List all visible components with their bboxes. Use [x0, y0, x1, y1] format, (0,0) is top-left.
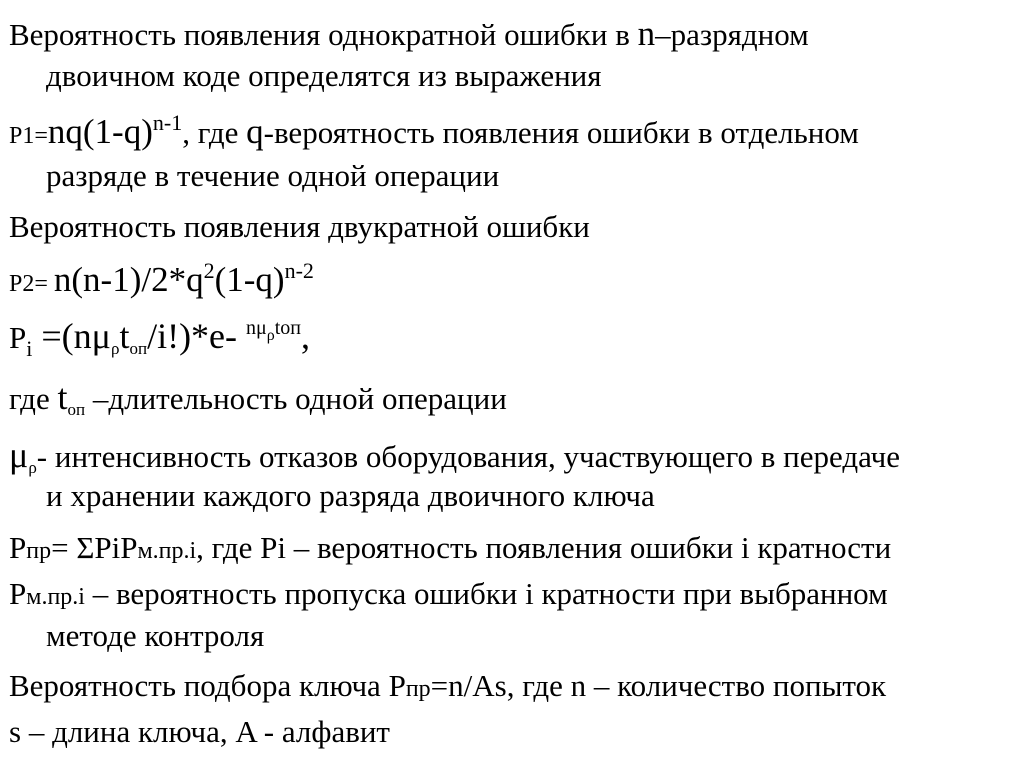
text-line-4: [46, 160, 499, 191]
text-fragment: Вероятность появления однократной ошибки в: [9, 17, 638, 52]
text-fragment: Вероятность появления двукратной ошибки: [9, 209, 590, 244]
symbol-index: пр: [26, 538, 52, 564]
variable-n: n: [637, 14, 656, 53]
formula-pi-line: [9, 316, 311, 361]
text-line-14: [9, 670, 886, 701]
symbol-p: P: [9, 576, 27, 611]
formula-exponent: ρ: [266, 327, 275, 344]
formula-exponent: n-2: [284, 258, 314, 283]
formula-pi: ,: [301, 316, 311, 356]
symbol-p: P: [9, 123, 23, 149]
formula-exponent: nμ: [246, 317, 267, 339]
symbol-equals: =: [34, 271, 54, 297]
text-fragment: разряде в течение одной операции: [46, 158, 500, 193]
symbol-index: м.пр.i: [26, 584, 85, 610]
symbol-index: оп: [67, 400, 86, 419]
text-line-5: [9, 211, 590, 242]
symbol-equals: =: [34, 123, 48, 149]
symbol-index: пр: [405, 676, 431, 702]
text-fragment: -вероятность появления ошибки в отдельном: [263, 115, 859, 150]
symbol-p: P: [9, 320, 27, 355]
symbol-index: 1: [22, 123, 35, 149]
text-line-1: [9, 16, 809, 51]
formula-p2: (1-q): [214, 260, 285, 299]
text-line-13: [46, 620, 264, 651]
text-fragment: , где Pi – вероятность появления ошибки i кратности: [196, 530, 892, 565]
text-line-10: [46, 480, 655, 511]
formula-exponent: n-1: [152, 110, 183, 135]
text-fragment: =n/As, где n – количество попыток: [430, 668, 887, 703]
text-fragment: Вероятность подбора ключа P: [9, 668, 406, 703]
text-fragment: и хранении каждого разряда двоичного ключа: [46, 478, 655, 513]
symbol-p: P: [9, 271, 23, 297]
text-line-12: [9, 578, 888, 609]
text-fragment: двоичном коде определятся из выражения: [46, 58, 602, 93]
formula-pi: /i!)*e-: [147, 316, 247, 356]
text-line-8: [9, 377, 507, 419]
formula-p2: n(n-1)/2*q: [53, 260, 204, 299]
symbol-index: 2: [22, 271, 35, 297]
text-line-11: [9, 532, 891, 563]
formula-pi: =(nμ: [32, 316, 111, 356]
variable-t: t: [57, 377, 68, 417]
text-fragment: , где: [182, 115, 247, 150]
formula-exponent: 2: [203, 258, 215, 283]
text-fragment: s – длина ключа, A - алфавит: [9, 714, 390, 749]
text-fragment: – вероятность пропуска ошибки i кратности при выбранном: [84, 576, 888, 611]
symbol-index: м.пр.i: [137, 538, 197, 564]
text-fragment: –разрядном: [655, 17, 809, 52]
text-fragment: –длительность одной операции: [85, 381, 507, 416]
symbol-index: ρ: [110, 339, 120, 358]
symbol-mu: μ: [9, 435, 29, 475]
text-line-15: [9, 716, 390, 747]
text-fragment: методе контроля: [46, 618, 265, 653]
text-fragment: где: [9, 381, 58, 416]
text-fragment: - интенсивность отказов оборудования, участвующего в передаче: [36, 439, 900, 474]
symbol-index: оп: [129, 339, 148, 358]
formula-p1-line: [9, 110, 859, 151]
text-fragment: = ΣPiP: [51, 530, 138, 565]
text-line-9: [9, 435, 900, 477]
formula-p1: nq(1-q): [47, 112, 153, 151]
symbol-p: P: [9, 530, 27, 565]
symbol-index: i: [26, 336, 33, 361]
formula-exponent: tоп: [274, 317, 302, 339]
formula-pi: t: [119, 316, 130, 356]
symbol-index: ρ: [28, 458, 37, 477]
text-line-2: [46, 60, 602, 91]
formula-p2-line: [9, 258, 314, 299]
variable-q: q: [246, 112, 264, 151]
